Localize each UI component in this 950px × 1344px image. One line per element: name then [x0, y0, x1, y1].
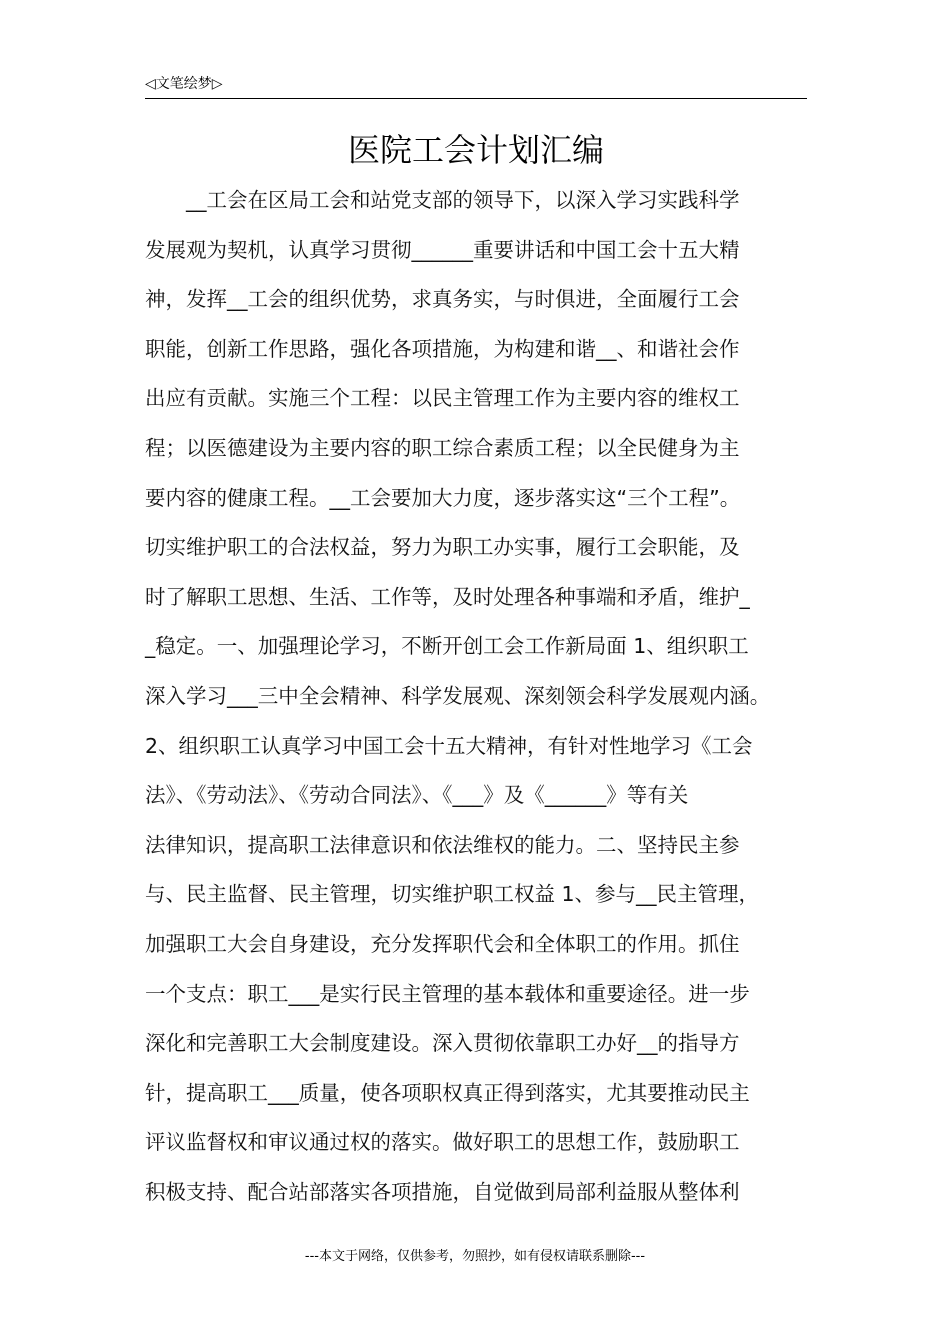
body-line: 与、民主监督、民主管理，切实维护职工权益 1、参与__民主管理， [145, 882, 760, 907]
page-header [145, 74, 807, 99]
body-line: 2、组织职工认真学习中国工会十五大精神，有针对性地学习《工会 [145, 733, 753, 758]
body-line: __工会在区局工会和站党支部的领导下，以深入学习实践科学 [145, 188, 740, 212]
document-body [145, 176, 835, 1217]
body-line: 职能，创新工作思路，强化各项措施，为构建和谐__、和谐社会作 [145, 336, 740, 361]
body-line: 神，发挥__工会的组织优势，求真务实，与时俱进，全面履行工会 [145, 287, 740, 312]
body-line: 切实维护职工的合法权益，努力为职工办实事，履行工会职能，及 [145, 535, 740, 560]
body-line: _稳定。一、加强理论学习，不断开创工会工作新局面 1、组织职工 [145, 634, 749, 659]
body-line: 加强职工大会自身建设，充分发挥职代会和全体职工的作用。抓住 [145, 931, 740, 956]
body-line: 评议监督权和审议通过权的落实。做好职工的思想工作，鼓励职工 [145, 1130, 740, 1155]
body-line: 一个支点：职工___是实行民主管理的基本载体和重要途径。进一步 [145, 981, 750, 1006]
header-text: ◁文笔绘梦▷ [145, 76, 223, 92]
body-line: 发展观为契机，认真学习贯彻______重要讲话和中国工会十五大精 [145, 237, 740, 262]
body-line: 法》、《劳动法》、《劳动合同法》、《___》及《______》等有关 [145, 783, 689, 808]
body-line: 要内容的健康工程。__工会要加大力度，逐步落实这“三个工程”。 [145, 485, 741, 510]
body-line: 程；以医德建设为主要内容的职工综合素质工程；以全民健身为主 [145, 435, 740, 460]
page-footer: ---本文于网络，仅供参考，勿照抄，如有侵权请联系删除--- [304, 1249, 646, 1264]
body-line: 深入学习___三中全会精神、科学发展观、深刻领会科学发展观内涵。 [145, 683, 771, 708]
body-line: 针，提高职工___质量，使各项职权真正得到落实，尤其要推动民主 [145, 1080, 750, 1105]
body-line: 法律知识，提高职工法律意识和依法维权的能力。二、坚持民主参 [145, 832, 740, 857]
body-line: 出应有贡献。实施三个工程：以民主管理工作为主要内容的维权工 [145, 386, 740, 411]
document-title: 医院工会计划汇编 [347, 131, 604, 169]
body-line: 积极支持、配合站部落实各项措施，自觉做到局部利益服从整体利 [145, 1179, 740, 1204]
body-line: 深化和完善职工大会制度建设。深入贯彻依靠职工办好__的指导方 [145, 1031, 740, 1056]
body-line: 时了解职工思想、生活、工作等，及时处理各种事端和矛盾，维护_ [145, 584, 750, 609]
